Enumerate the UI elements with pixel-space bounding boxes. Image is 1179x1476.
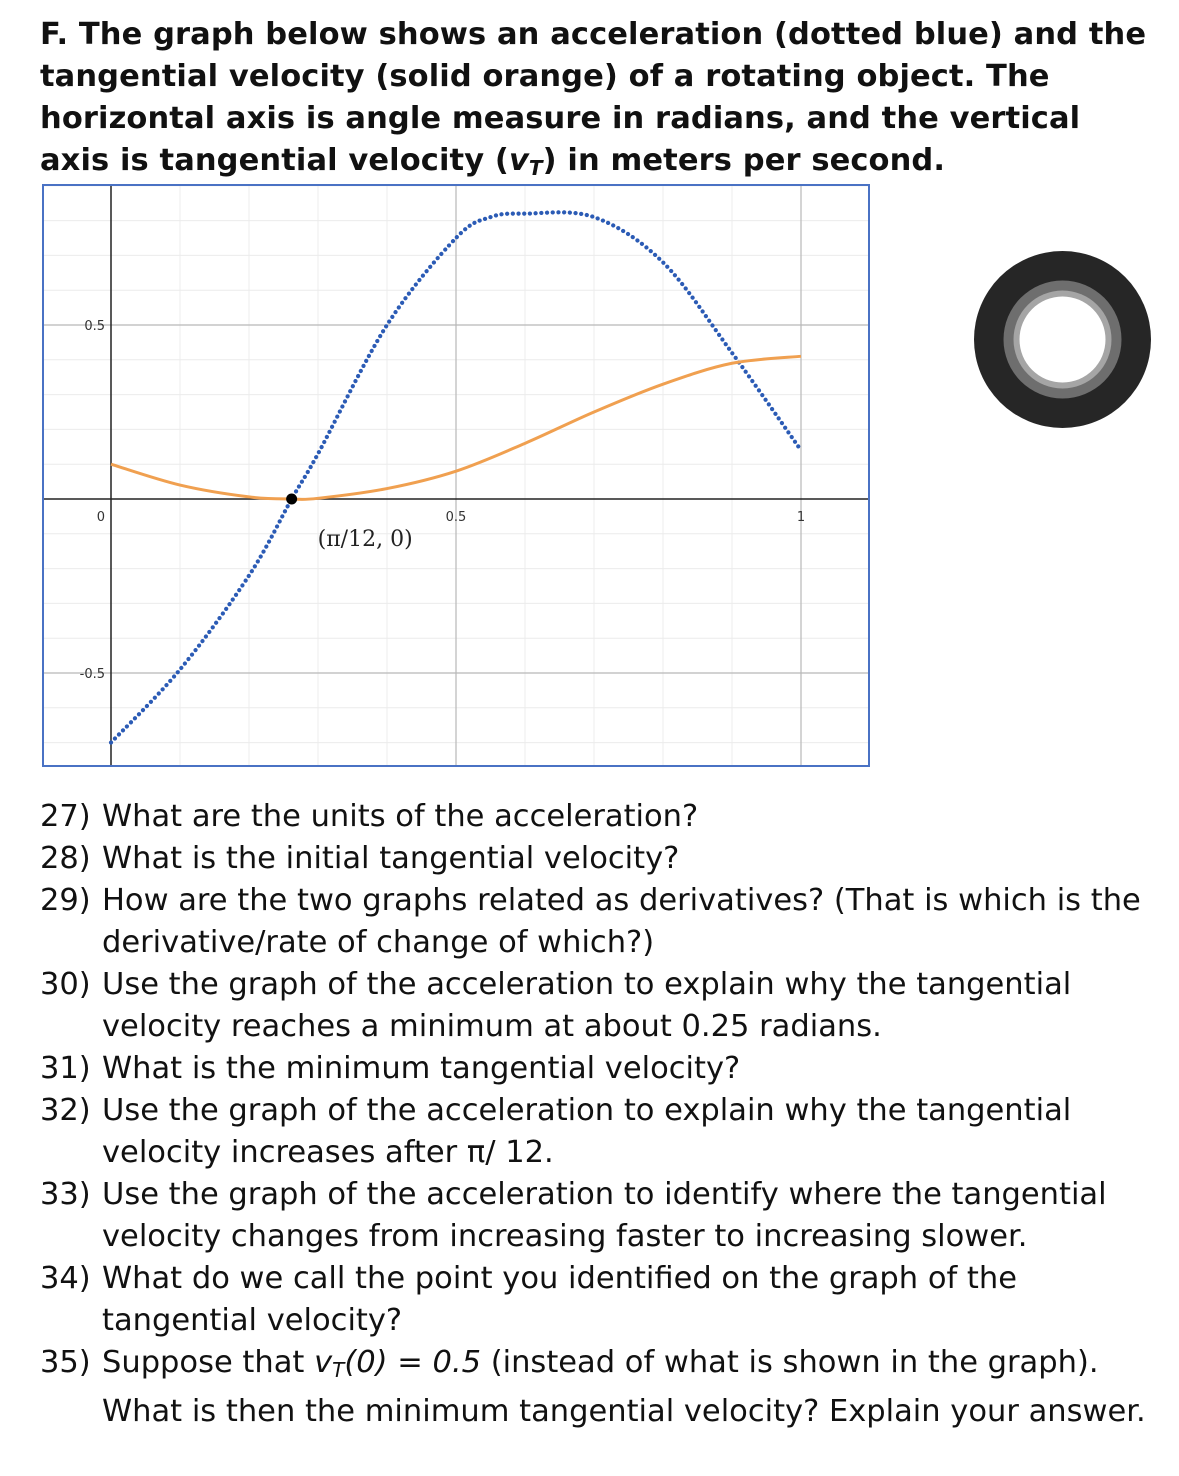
intro-text-before: F. The graph below shows an acceleration (dotted blue) and the tangential velocity (solid orange) of a rotating object. The horizontal axis is angle measure in radians, and the vertical axis is tangential velocity ( bbox=[40, 17, 1147, 178]
point-label: (π/12, 0) bbox=[317, 527, 413, 552]
q35-v: v bbox=[314, 1345, 333, 1380]
question-text: What are the units of the acceleration? bbox=[102, 799, 699, 834]
q35-value: 0.5 bbox=[432, 1345, 482, 1380]
vt-letter: v bbox=[508, 143, 529, 178]
chart bbox=[44, 186, 870, 767]
question-list bbox=[40, 796, 1170, 1433]
problem-intro bbox=[40, 14, 1150, 189]
question-item bbox=[40, 838, 1170, 880]
intro-text-after: ) in meters per second. bbox=[542, 143, 946, 178]
q35-before: Suppose that bbox=[102, 1345, 315, 1380]
q35-arg: (0) bbox=[344, 1345, 388, 1380]
question-number: 31) bbox=[40, 1051, 91, 1086]
y-tick-label: 0.5 bbox=[84, 319, 105, 334]
question-item bbox=[40, 880, 1170, 964]
question-text: What is the initial tangential velocity? bbox=[102, 841, 680, 876]
question-text: What is the minimum tangential velocity? bbox=[102, 1051, 741, 1086]
question-text: How are the two graphs related as derivatives? (That is which is the derivative/rate of change of which?) bbox=[102, 883, 1141, 960]
question-number: 30) bbox=[40, 967, 91, 1002]
question-item bbox=[40, 1048, 1170, 1090]
question-item bbox=[40, 1090, 1170, 1174]
y-tick-label: 0 bbox=[96, 510, 105, 525]
question-number: 32) bbox=[40, 1093, 91, 1128]
q35-vt bbox=[314, 1345, 388, 1380]
y-tick-label: -0.5 bbox=[79, 667, 105, 682]
question-item bbox=[40, 1342, 1170, 1433]
question-text: Use the graph of the acceleration to identify where the tangential velocity changes from increasing faster to increasing slower. bbox=[102, 1177, 1107, 1254]
marked-point bbox=[286, 494, 297, 505]
question-text: Use the graph of the acceleration to explain why the tangential velocity reaches a minimum at about 0.25 radians. bbox=[102, 967, 1072, 1044]
q35-subscript: T bbox=[332, 1358, 345, 1382]
x-tick-label: 1 bbox=[796, 510, 806, 525]
question-number: 27) bbox=[40, 799, 91, 834]
vt-symbol bbox=[509, 143, 543, 178]
question-number: 28) bbox=[40, 841, 91, 876]
question-item bbox=[40, 1174, 1170, 1258]
question-item bbox=[40, 964, 1170, 1048]
question-number: 33) bbox=[40, 1177, 91, 1212]
q35-equals: = bbox=[387, 1345, 433, 1380]
question-number: 35) bbox=[40, 1345, 91, 1380]
question-item bbox=[40, 796, 1170, 838]
x-tick-label: 0.5 bbox=[445, 510, 467, 525]
q35-after: (instead of what is shown in the graph). What is then the minimum tangential velocity? Explain your answer. bbox=[102, 1345, 1146, 1429]
question-text: What do we call the point you identified on the graph of the tangential velocity? bbox=[102, 1261, 1017, 1338]
vt-subscript: T bbox=[528, 156, 543, 180]
question-number: 34) bbox=[40, 1261, 91, 1296]
tire-icon bbox=[974, 251, 1151, 428]
question-item bbox=[40, 1258, 1170, 1342]
question-text: Use the graph of the acceleration to explain why the tangential velocity increases after π/ 12. bbox=[102, 1093, 1072, 1170]
question-number: 29) bbox=[40, 883, 91, 918]
graph-panel bbox=[42, 184, 870, 767]
